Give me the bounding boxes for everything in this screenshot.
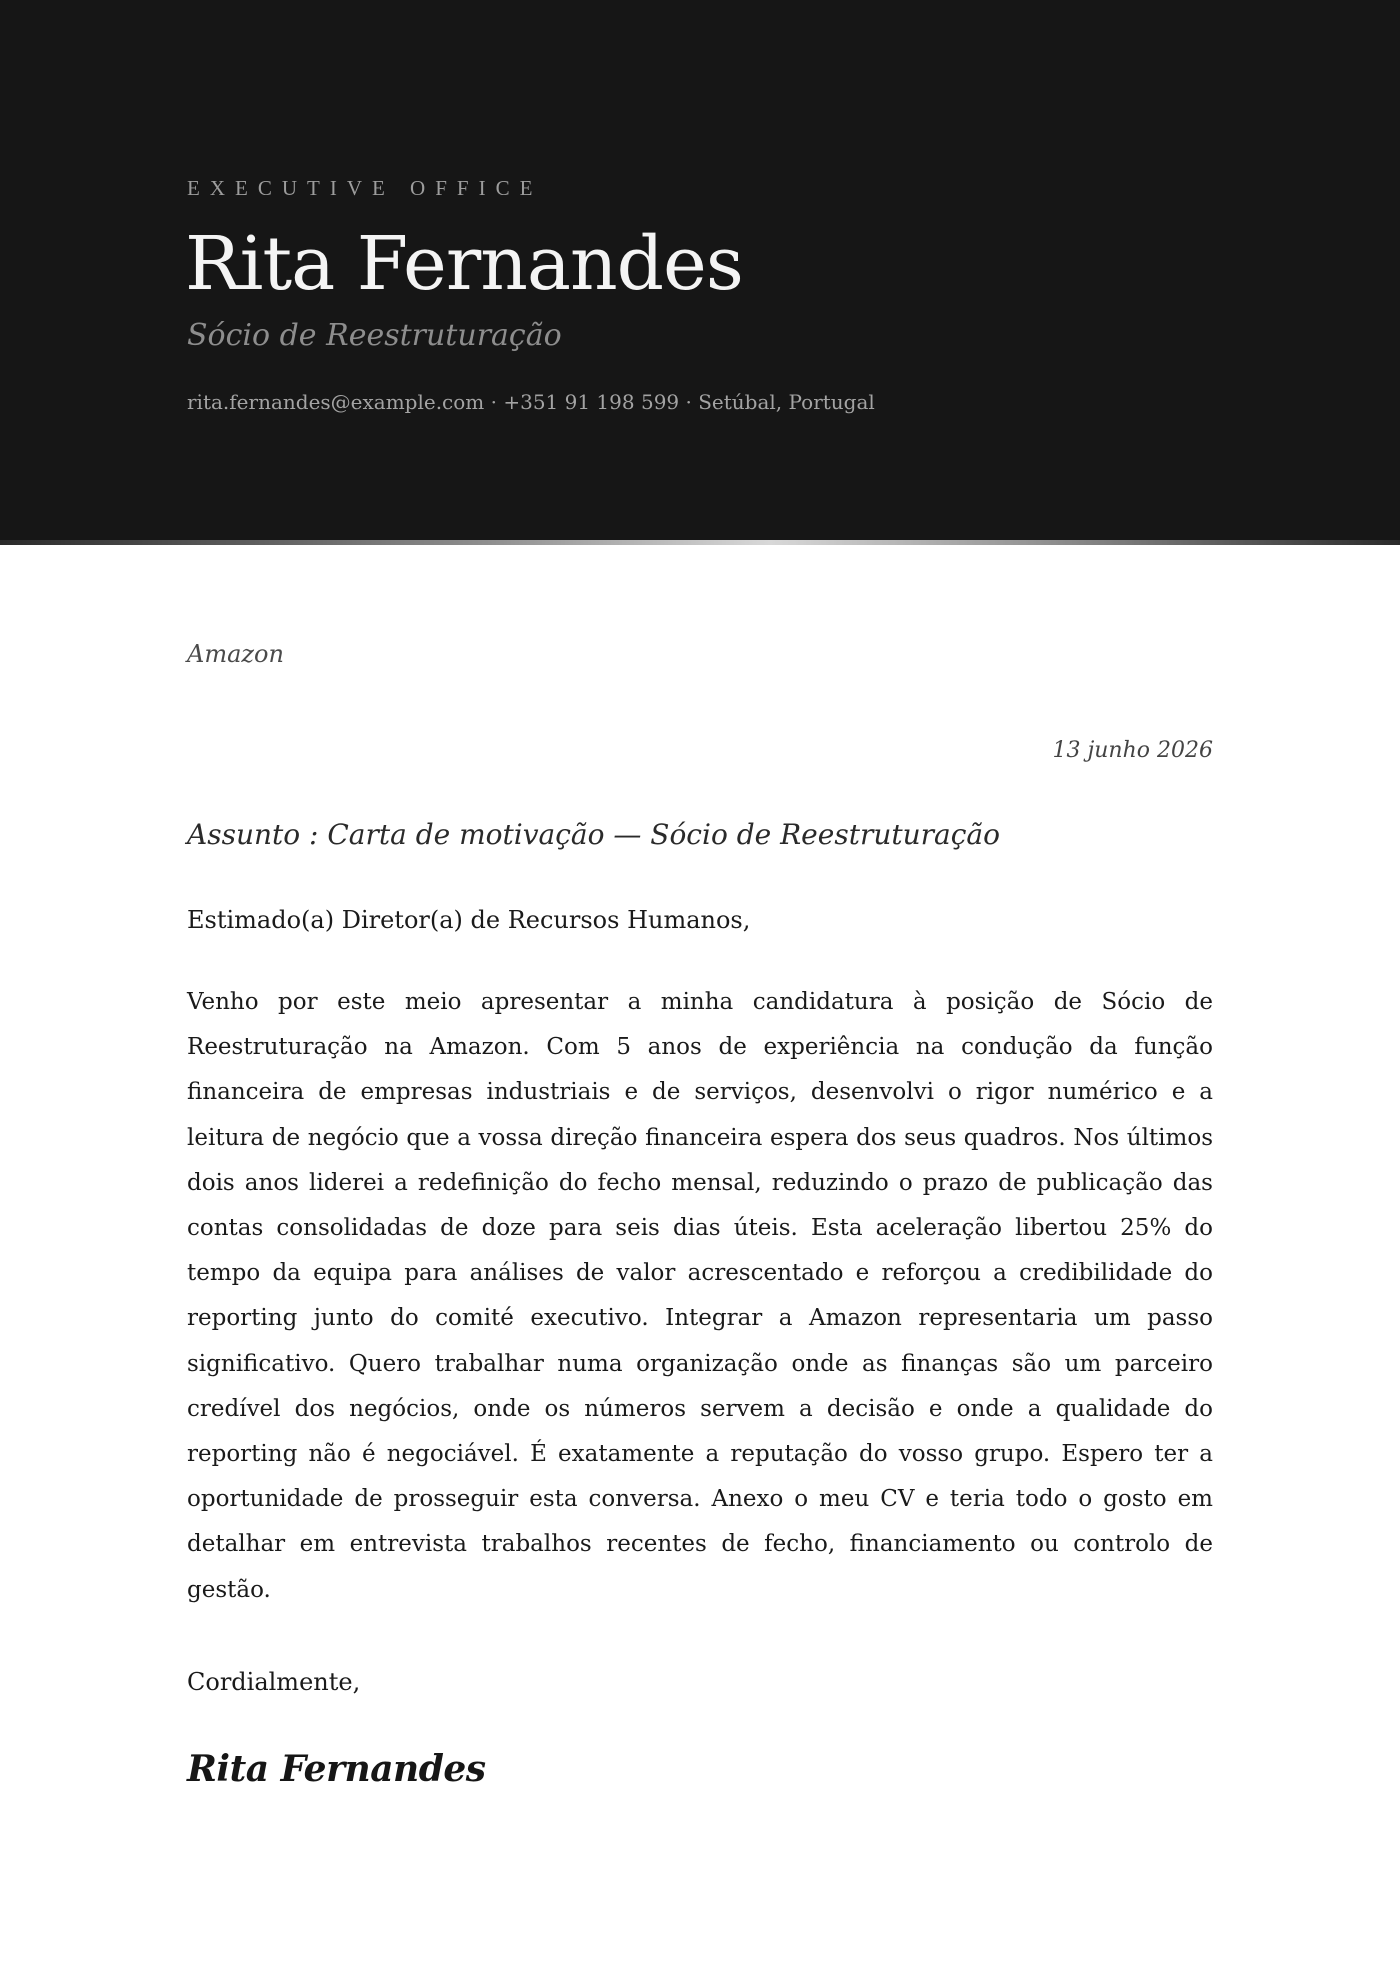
letterhead-header: [0, 0, 1400, 540]
salutation: Estimado(a) Diretor(a) de Recursos Humanos,: [187, 906, 751, 934]
signature: Rita Fernandes: [187, 1748, 486, 1790]
letter-subject: Assunto : Carta de motivação — Sócio de Reestruturação: [187, 818, 1000, 851]
letter-body: Venho por este meio apresentar a minha candidatura à posição de Sócio de Reestruturação na Amazon. Com 5 anos de experiência na condução da função financeira de empresas industriais e de serviços, desenvolvi o rigor numérico e a leitura de negócio que a vossa direção financeira espera dos seus quadros. Nos últimos dois anos liderei a redefinição do fecho mensal, reduzindo o prazo de publicação das contas consolidadas de doze para seis dias úteis. Esta aceleração libertou 25% do tempo da equipa para análises de valor acrescentado e reforçou a credibilidade do reporting junto do comité executivo. Integrar a Amazon representaria um passo significativo. Quero trabalhar numa organização onde as finanças são um parceiro credível dos negócios, onde os números servem a decisão e onde a qualidade do reporting não é negociável. É exatamente a reputação do vosso grupo. Espero ter a oportunidade de prosseguir esta conversa. Anexo o meu CV e teria todo o gosto em detalhar em entrevista trabalhos recentes de fecho, financiamento ou controlo de gestão.: [187, 989, 1213, 1603]
sender-role: Sócio de Reestruturação: [187, 318, 562, 353]
closing: Cordialmente,: [187, 1668, 361, 1696]
sender-name: Rita Fernandes: [185, 221, 743, 307]
sender-contact: rita.fernandes@example.com · +351 91 198 599 · Setúbal, Portugal: [187, 390, 875, 414]
header-eyebrow: EXECUTIVE OFFICE: [187, 176, 543, 200]
header-divider: [0, 540, 1400, 545]
letter-date: 13 junho 2026: [1052, 738, 1213, 763]
recipient: Amazon: [187, 640, 284, 668]
